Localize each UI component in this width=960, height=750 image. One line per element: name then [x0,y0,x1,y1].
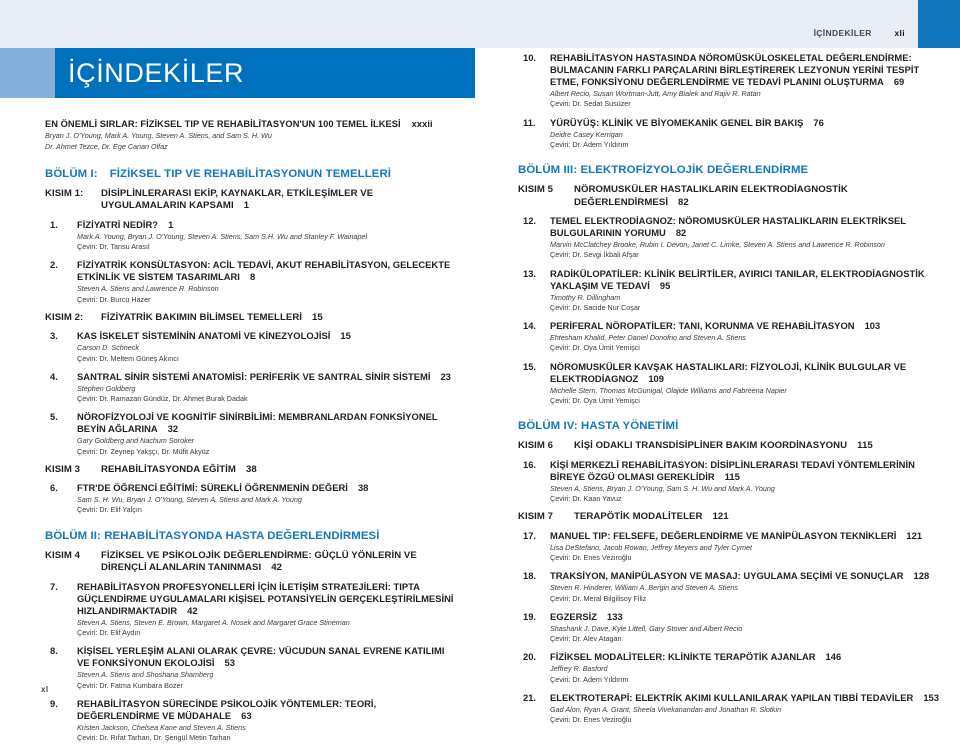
chapter-body [550,692,948,725]
chapter-authors: Lisa DeStefano, Jacob Rowan, Jeffrey Meyers and Tyler Cymet [550,542,753,552]
chapter-body [550,117,948,150]
chapter-authors: Carson D. Schneck [77,343,139,353]
toc-chapter-entry[interactable] [518,361,948,407]
chapter-number: 18. [523,570,537,582]
chapter-page-number: 146 [825,651,842,663]
chapter-body [77,482,455,515]
section-label: KISIM 5 [518,184,554,196]
chapter-body [77,371,455,404]
toc-section-heading[interactable] [45,312,455,324]
chapter-authors: Steven A. Stiens and Lawrence R. Robinson [77,284,219,294]
chapter-title[interactable]: RADİKÜLOPATİLER: KLİNİK BELİRTİLER, AYIRICI TANILAR, ELEKTRODİAGNOSTİK YAKLAŞIM VE TEDAVİ 95 [550,267,925,291]
section-page-number: 82 [678,196,689,208]
chapter-translator: Çeviri: Dr. Burcu Hazer [77,294,151,304]
chapter-title[interactable]: ELEKTROTERAPİ: ELEKTRİK AKIMI KULLANILARAK YAPILAN TIBBİ TEDAVİLER 153 [550,691,940,703]
chapter-body [550,651,948,684]
top-background-band [0,0,960,48]
toc-chapter-entry[interactable] [45,219,455,252]
section-label: KISIM 4 [45,549,81,561]
page-title: İÇİNDEKİLER [68,57,245,88]
chapter-title[interactable]: FTR'DE ÖĞRENCİ EĞİTİMİ: SÜREKLİ ÖĞRENMENİN DEĞERİ 38 [77,482,369,494]
chapter-authors: Timothy R. Dillingham [550,292,621,302]
toc-chapter-entry[interactable] [518,52,948,110]
chapter-body [77,219,455,252]
chapter-title[interactable]: NÖROMUSKÜLER KAVŞAK HASTALIKLARI: FİZYOLOJİ, KLİNİK BULGULAR VE ELEKTRODİAGNOZ 109 [550,360,907,384]
toc-part-heading[interactable]: BÖLÜM IV: HASTA YÖNETİMİ [518,420,679,433]
chapter-translator: Çeviri: Dr. Enes Veziroğlu [550,553,632,563]
section-page-number: 115 [857,440,873,452]
toc-chapter-entry[interactable] [518,692,948,725]
toc-chapter-entry[interactable] [45,698,455,744]
toc-section-heading[interactable] [45,188,455,213]
chapter-body [550,361,948,407]
toc-part-heading[interactable]: BÖLÜM II: REHABİLİTASYONDA HASTA DEĞERLENDİRMESİ [45,529,380,542]
section-title: FİZİYATRİK BAKIMIN BİLİMSEL TEMELLERİ 15 [101,311,323,323]
toc-chapter-entry[interactable] [45,411,455,457]
section-label: KISIM 7 [518,511,554,523]
chapter-translator: Çeviri: Dr. Elif Yalçın [77,505,142,515]
chapter-title[interactable]: REHABİLİTASYON PROFESYONELLERİ İÇİN İLETİŞİM STRATEJİLERİ: TIPTA GÜÇLENDİRME UYGULAMALARI KİŞİSEL POTANSİYELİN GERÇEKLEŞTİRİLMESİNİ HIZLANDIRMAKTADIR 42 [77,580,454,616]
toc-section-heading[interactable] [518,511,948,523]
chapter-title[interactable]: FİZİKSEL MODALİTELER: KLİNİKTE TERAPÖTİK AJANLAR 146 [550,651,842,663]
chapter-body [77,411,455,457]
toc-chapter-entry[interactable] [45,371,455,404]
section-page-number: 42 [271,562,282,574]
chapter-number: 9. [50,697,58,709]
chapter-number: 13. [523,267,537,279]
chapter-title[interactable]: YÜRÜYÜŞ: KLİNİK VE BİYOMEKANİK GENEL BİR BAKIŞ 76 [550,116,824,128]
chapter-translator: Çeviri: Dr. Alev Atagan [550,634,622,644]
chapter-body [550,530,948,563]
chapter-page-number: 128 [913,570,930,582]
chapter-authors: Michelle Stern, Thomas McGunigal, Olajide Williams and Fabreena Napier [550,385,787,395]
section-label: KISIM 1: [45,187,84,199]
chapter-authors: Deidre Casey Kerrigan [550,129,623,139]
toc-chapter-entry[interactable] [518,570,948,603]
chapter-number: 19. [523,610,537,622]
chapter-translator: Çeviri: Dr. Meltem Güneş Akıncı [77,353,179,363]
chapter-page-number: 23 [440,370,451,382]
section-title: DİSİPLİNLERARASI EKİP, KAYNAKLAR, ETKİLEŞİMLER VE UYGULAMALARIN KAPSAMI 1 [101,187,374,212]
chapter-number: 10. [523,52,537,63]
chapter-translator: Çeviri: Dr. Ramazan Gündüz, Dr. Ahmet Burak Dadak [77,394,248,404]
chapter-title[interactable]: SANTRAL SİNİR SİSTEMİ ANATOMİSİ: PERİFERİK VE SANTRAL SİNİR SİSTEMİ 23 [77,370,451,382]
chapter-title[interactable]: MANUEL TIP: FELSEFE, DEĞERLENDİRME VE MANİPÜLASYON TEKNİKLERİ 121 [550,529,923,541]
chapter-body [550,459,948,505]
front-matter-entry[interactable] [45,118,455,153]
chapter-page-number: 32 [167,423,179,435]
chapter-page-number: 15 [340,330,351,342]
chapter-body [77,698,455,744]
chapter-translator: Çeviri: Dr. Sedat Susüzer [550,99,631,109]
chapter-translator: Çeviri: Dr. Adem Yıldırım [550,674,629,684]
chapter-authors: Steven R. Hinderer, William A. Bergin and Steven A. Stiens [550,583,738,593]
chapter-number: 3. [50,330,58,342]
toc-chapter-entry[interactable] [518,530,948,563]
toc-chapter-entry[interactable] [518,611,948,644]
chapter-page-number: 95 [659,279,671,291]
chapter-title[interactable]: KAS İSKELET SİSTEMİNİN ANATOMİ VE KİNEZYOLOJİSİ 15 [77,330,351,342]
chapter-page-number: 42 [187,604,198,616]
section-title: FİZİKSEL VE PSİKOLOJİK DEĞERLENDİRME: GÜÇLÜ YÖNLERİN VE DİRENÇLİ ALANLARIN TANINMASI 42 [101,549,417,574]
toc-chapter-entry[interactable] [518,651,948,684]
running-head-folio: xli [894,28,905,38]
toc-section-heading[interactable] [45,464,455,476]
chapter-title[interactable]: KİŞİSEL YERLEŞİM ALANI OLARAK ÇEVRE: VÜCUDUN SANAL EVRENE KATILIMI VE FONKSİYONUN EKOLOJİSİ 53 [77,645,445,669]
toc-part-heading[interactable] [45,167,455,181]
chapter-page-number: 53 [224,657,235,669]
chapter-number: 21. [523,691,537,703]
chapter-page-number: 8 [249,271,256,283]
toc-chapter-entry[interactable] [518,215,948,261]
chapter-authors: Sam S. H. Wu, Bryan J. O'Young, Steven A. Stiens and Mark A. Young [77,495,302,505]
chapter-translator: Çeviri: Dr. Adem Yıldırım [550,139,629,149]
chapter-page-number: 76 [813,116,824,128]
chapter-page-number: 38 [357,482,369,494]
chapter-body [77,645,455,691]
chapter-page-number: 109 [648,372,665,384]
chapter-translator: Çeviri: Dr. Oya Ümit Yemişci [550,343,640,353]
chapter-title[interactable]: KİŞİ MERKEZLİ REHABİLİTASYON: DİSİPLİNLERARASI TEDAVİ YÖNTEMLERİNİN BİREYE ÖZGÜ OLMASI GEREKLİDİR 115 [550,458,915,482]
chapter-number: 15. [523,360,537,372]
section-title: TERAPÖTİK MODALİTELER 121 [574,511,729,523]
front-matter-authors: Bryan J. O'Young, Mark A. Young, Steven A. Stiens, and Sam S. H. Wu [45,131,272,141]
chapter-number: 17. [523,529,537,541]
chapter-authors: Steven A. Stiens and Shoshana Shamberg [77,670,214,680]
chapter-translator: Çeviri: Dr. Zeynep Yakşçı, Dr. Müfit Akyüz [77,446,210,456]
toc-chapter-entry[interactable] [45,645,455,691]
chapter-body [550,215,948,261]
chapter-body [77,581,455,639]
title-banner [0,48,475,98]
front-matter-page-number: xxxii [411,119,433,129]
chapter-translator: Çeviri: Dr. Elif Aydın [77,628,141,638]
chapter-page-number: 103 [864,320,881,332]
section-title: NÖROMUSKÜLER HASTALIKLARIN ELEKTRODİAGNOSTİK DEĞERLENDİRMESİ 82 [574,184,848,208]
chapter-number: 2. [50,259,58,271]
chapter-number: 11. [523,116,536,128]
chapter-page-number: 69 [893,76,905,88]
chapter-number: 14. [523,320,537,332]
chapter-number: 12. [523,215,537,227]
chapter-page-number: 121 [906,529,923,541]
page-folio-bottom: xl [41,685,49,694]
toc-chapter-entry[interactable] [45,581,455,639]
toc-chapter-entry[interactable] [45,482,455,515]
chapter-page-number: 115 [724,470,740,482]
section-page-number: 38 [245,463,257,475]
top-right-accent-block [918,0,960,48]
chapter-body [77,259,455,305]
chapter-title[interactable]: REHABİLİTASYON SÜRECİNDE PSİKOLOJİK YÖNTEMLER: TEORİ, DEĞERLENDİRME VE MÜDAHALE 63 [77,697,377,721]
part-title: FİZİKSEL TIP VE REHABİLİTASYONUN TEMELLERİ [109,167,392,180]
chapter-title[interactable]: REHABİLİTASYON HASTASINDA NÖROMÜSKÜLOSKELETAL DEĞERLENDİRME: BULMACANIN FARKLI PARÇALARINI BİRLEŞTİREREK LEZYONUN YERİNİ TESPİT ETME, FONKSİYONU DEĞERLENDİRME VE TEDAVİ PLANINI OLUŞTURMA 69 [550,52,920,88]
chapter-number: 7. [50,580,58,592]
chapter-body [550,570,948,603]
chapter-body [550,52,948,110]
chapter-page-number: 82 [675,227,687,239]
chapter-translator: Çeviri: Dr. Sacide Nur Coşar [550,302,641,312]
chapter-page-number: 153 [923,691,940,703]
chapter-authors: Steven A. Stiens, Bryan J. O'Young, Sam S. H. Wu and Mark A. Young [550,483,775,493]
section-page-number: 1 [243,200,250,212]
chapter-body [550,611,948,644]
chapter-number: 5. [50,411,58,423]
chapter-translator: Çeviri: Dr. Oya Ümit Yemişci [550,395,640,405]
section-label: KISIM 3 [45,463,81,475]
chapter-number: 20. [523,651,537,663]
chapter-title[interactable]: EGZERSİZ 133 [550,610,623,622]
toc-column-right [518,52,948,732]
chapter-authors: Albert Recio, Susan Wortman-Jutt, Amy Bialek and Rajiv R. Ratan [550,89,761,99]
chapter-number: 6. [50,482,58,494]
toc-chapter-entry[interactable] [518,117,948,150]
chapter-translator: Çeviri: Dr. Enes Veziroğlu [550,714,632,724]
section-label: KISIM 2: [45,311,84,323]
chapter-translator: Çeviri: Dr. Fatma Kumbara Bozer [77,680,183,690]
toc-chapter-entry[interactable] [518,320,948,353]
chapter-translator: Çeviri: Dr. Kaan Yavuz [550,494,622,504]
chapter-page-number: 1 [168,218,174,230]
toc-part-heading[interactable]: BÖLÜM III: ELEKTROFİZYOLOJİK DEĞERLENDİRME [518,164,809,176]
section-page-number: 15 [312,311,323,323]
chapter-translator: Çeviri: Dr. Rıfat Tarhan, Dr. Şengül Metin Tarhan [77,733,231,743]
chapter-body [77,330,455,363]
chapter-number: 16. [523,458,537,470]
chapter-title[interactable]: NÖROFİZYOLOJİ VE KOGNİTİF SİNİRBİLİMİ: MEMBRANLARDAN FONKSİYONEL BEYİN AĞLARINA 32 [77,411,438,435]
front-matter-translator: Dr. Ahmet Tezce, Dr. Ege Canan Olfaz [45,142,168,152]
toc-chapter-entry[interactable] [518,459,948,505]
chapter-authors: Stephen Goldberg [77,383,136,393]
chapter-body [550,320,948,353]
chapter-title[interactable]: FİZİYATRİK KONSÜLTASYON: ACİL TEDAVİ, AKUT REHABİLİTASYON, GELECEKTE ETKİNLİK VE SİSTEM TASARIMLARI 8 [77,259,451,283]
banner-main [55,48,475,98]
chapter-number: 4. [50,370,58,382]
chapter-title[interactable]: TRAKSİYON, MANİPÜLASYON VE MASAJ: UYGULAMA SEÇİMİ VE SONUÇLAR 128 [550,570,930,582]
chapter-authors: Jeffrey R. Basford [550,664,608,674]
toc-section-heading[interactable] [518,440,948,452]
toc-chapter-entry[interactable] [45,259,455,305]
section-title: KİŞİ ODAKLI TRANSDİSİPLİNER BAKIM KOORDİNASYONU 115 [574,440,873,452]
section-title: REHABİLİTASYONDA EĞİTİM 38 [101,463,257,475]
chapter-number: 1. [50,218,58,230]
chapter-authors: Kristen Jackson, Chelsea Kane and Steven A. Stiens [77,722,246,732]
chapter-authors: Gary Goldberg and Nachum Soroker [77,436,195,446]
chapter-authors: Gad Alon, Ryan A. Grant, Sheela Vivekanandan and Jonathan R. Slotkin [550,704,782,714]
chapter-page-number: 63 [241,709,252,721]
toc-section-heading[interactable] [45,550,455,575]
chapter-translator: Çeviri: Dr. Sevgi İkbali Afşar [550,250,639,260]
toc-chapter-entry[interactable] [45,330,455,363]
chapter-body [550,268,948,314]
chapter-title[interactable]: FİZİYATRİ NEDİR? 1 [77,218,174,230]
chapter-title[interactable]: TEMEL ELEKTRODİAGNOZ: NÖROMUSKÜLER HASTALIKLARIN ELEKTRİKSEL BULGULARININ YORUMU 82 [550,215,906,239]
front-matter-title[interactable]: EN ÖNEMLİ SIRLAR: FİZİKSEL TIP VE REHABİLİTASYON'UN 100 TEMEL İLKESİ xxxii [45,119,433,129]
banner-left-accent [0,48,55,98]
chapter-translator: Çeviri: Dr. Meral Bilgilisoy Filiz [550,593,647,603]
part-label: BÖLÜM I: [45,167,98,180]
chapter-authors: Ehtesham Khalid, Peter Daniel Donofrio and Steven A. Stiens [550,333,746,343]
section-page-number: 121 [712,511,729,523]
toc-chapter-entry[interactable] [518,268,948,314]
toc-column-left [45,118,455,750]
running-head-label: İÇİNDEKİLER [813,28,872,38]
section-label: KISIM 6 [518,440,554,452]
chapter-page-number: 133 [607,610,623,622]
chapter-authors: Marvin McClatchey Brooke, Rubin I. Devon, Janet C. Limke, Steven A. Stiens and Lawrence R. Robinson [550,240,885,250]
chapter-number: 8. [50,645,58,657]
chapter-title[interactable]: PERİFERAL NÖROPATİLER: TANI, KORUNMA VE REHABİLİTASYON 103 [550,320,881,332]
chapter-authors: Steven A. Stiens, Steven E. Brown, Margaret A. Nosek and Margaret Grace Stineman [77,617,350,627]
chapter-authors: Shashank J. Dave, Kyle Littell, Gary Stover and Albert Recio [550,623,743,633]
running-head [0,28,905,38]
chapter-translator: Çeviri: Dr. Tansu Arasıl [77,242,150,252]
toc-section-heading[interactable] [518,184,948,209]
chapter-authors: Mark A. Young, Bryan J. O'Young, Steven A. Stiens, Sam S.H. Wu and Stanley F. Wainapel [77,231,368,241]
